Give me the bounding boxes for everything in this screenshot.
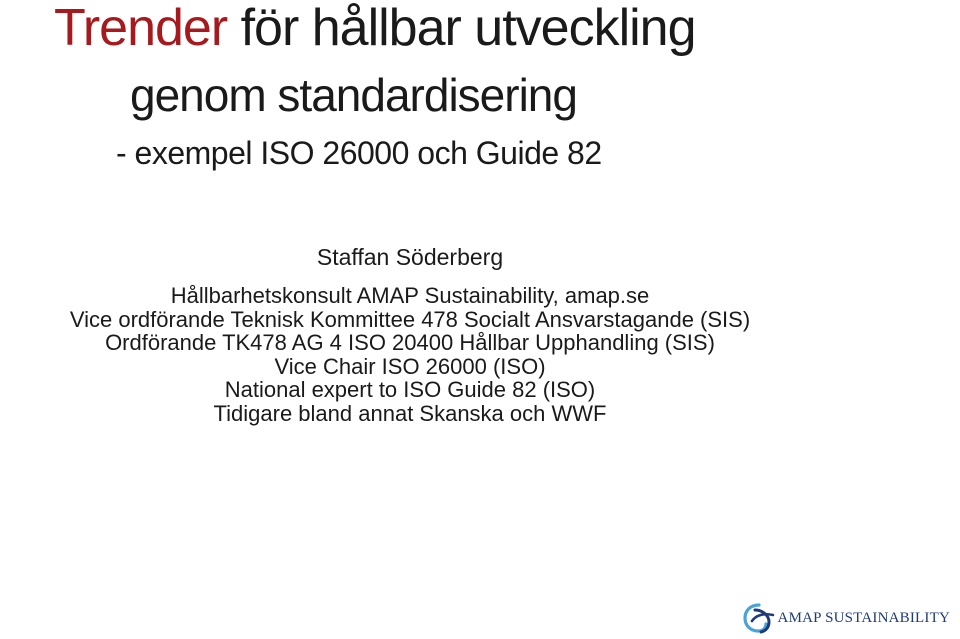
bio-line: Ordförande TK478 AG 4 ISO 20400 Hållbar Upphandling (SIS) [105,330,715,355]
amap-logo-text: AMAP SUSTAINABILITY [777,609,950,626]
title-accent-word: Trender [54,0,228,57]
bio-line: National expert to ISO Guide 82 (ISO) [224,377,596,402]
bio-line: Hållbarhetskonsult AMAP Sustainability, amap.se [170,283,650,308]
bio-line: Vice ordförande Teknisk Kommittee 478 Socialt Ansvarstagande (SIS) [69,306,751,332]
title-line-2: genom standardisering [130,69,577,121]
author-name: Staffan Söderberg [316,244,504,270]
bio-line: Tidigare bland annat Skanska och WWF [213,400,607,426]
amap-swirl-icon [742,601,776,635]
author-bio [0,284,820,425]
amap-logo [742,601,950,635]
bio-line: Vice Chair ISO 26000 (ISO) [274,353,546,379]
title-line-1 [54,0,696,57]
subtitle: - exempel ISO 26000 och Guide 82 [116,135,602,171]
title-line-1-rest: för hållbar utveckling [227,0,696,57]
